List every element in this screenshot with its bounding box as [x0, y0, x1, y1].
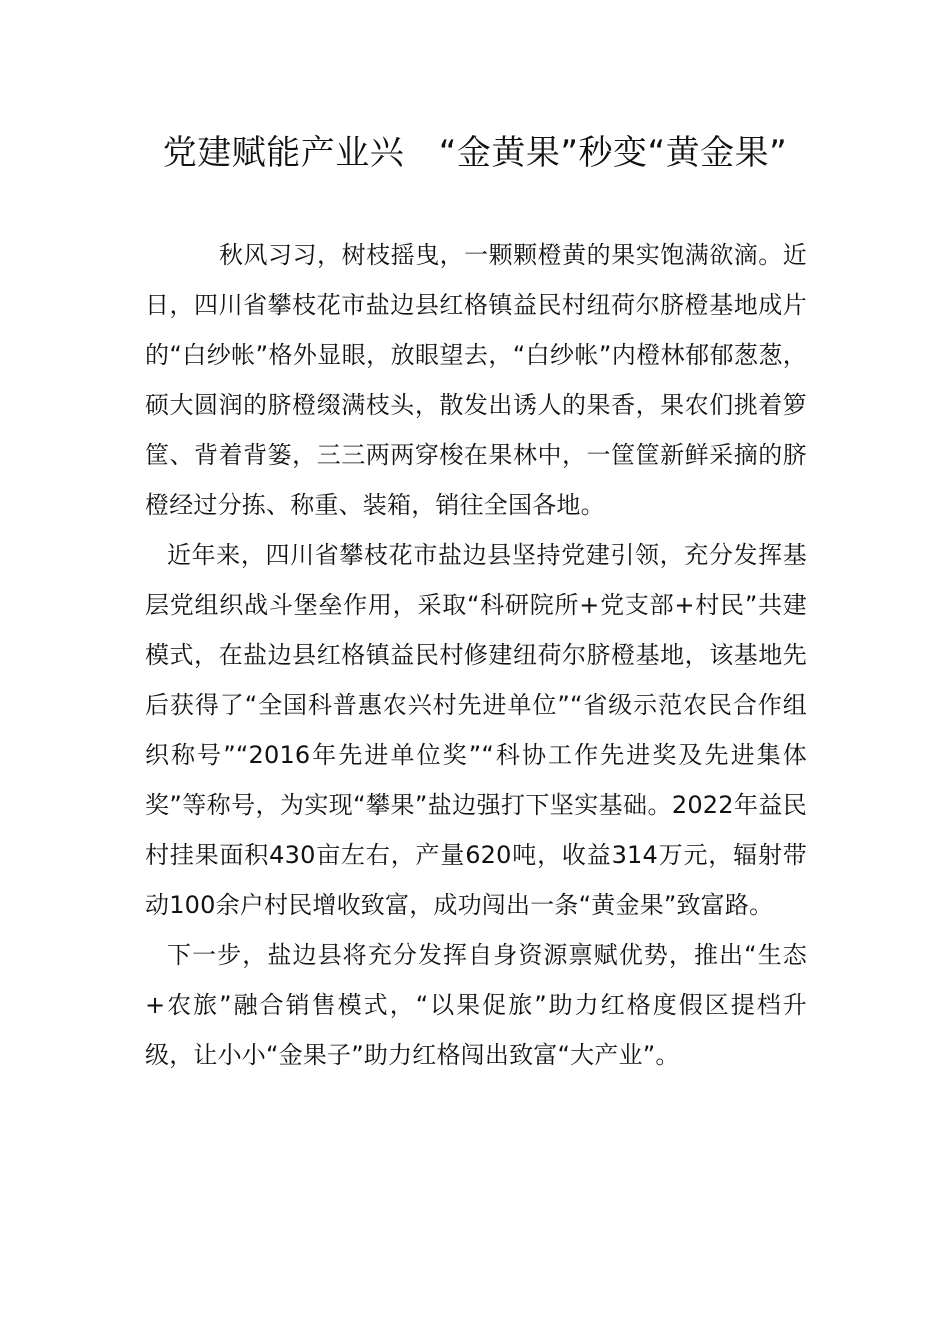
article-title: 党建赋能产业兴 “金黄果”秒变“黄金果”	[162, 133, 788, 173]
paragraph-1: 秋风习习，树枝摇曳，一颗颗橙黄的果实饱满欲滴。近日，四川省攀枝花市盐边县红格镇益民村纽荷尔脐橙基地成片的“白纱帐”格外显眼，放眼望去，“白纱帐”内橙林郁郁葱葱，硕大圆润的脐橙缀满枝头，散发出诱人的果香，果农们挑着箩筐、背着背篓，三三两两穿梭在果林中，一筐筐新鲜采摘的脐橙经过分拣、称重、装箱，销往全国各地。	[145, 241, 807, 519]
paragraph-3: 下一步，盐边县将充分发挥自身资源禀赋优势，推出“生态+农旅”融合销售模式，“以果促旅”助力红格度假区提档升级，让小小“金果子”助力红格闯出致富“大产业”。	[145, 941, 807, 1069]
article-body	[145, 230, 807, 1080]
paragraph-2: 近年来，四川省攀枝花市盐边县坚持党建引领，充分发挥基层党组织战斗堡垒作用，采取“科研院所+党支部+村民”共建模式，在盐边县红格镇益民村修建纽荷尔脐橙基地，该基地先后获得了“全国科普惠农兴村先进单位”“省级示范农民合作组织称号”“2016年先进单位奖”“科协工作先进奖及先进集体奖”等称号，为实现“攀果”盐边强打下坚实基础。2022年益民村挂果面积430亩左右，产量620吨，收益314万元，辐射带动100余户村民增收致富，成功闯出一条“黄金果”致富路。	[145, 541, 807, 919]
